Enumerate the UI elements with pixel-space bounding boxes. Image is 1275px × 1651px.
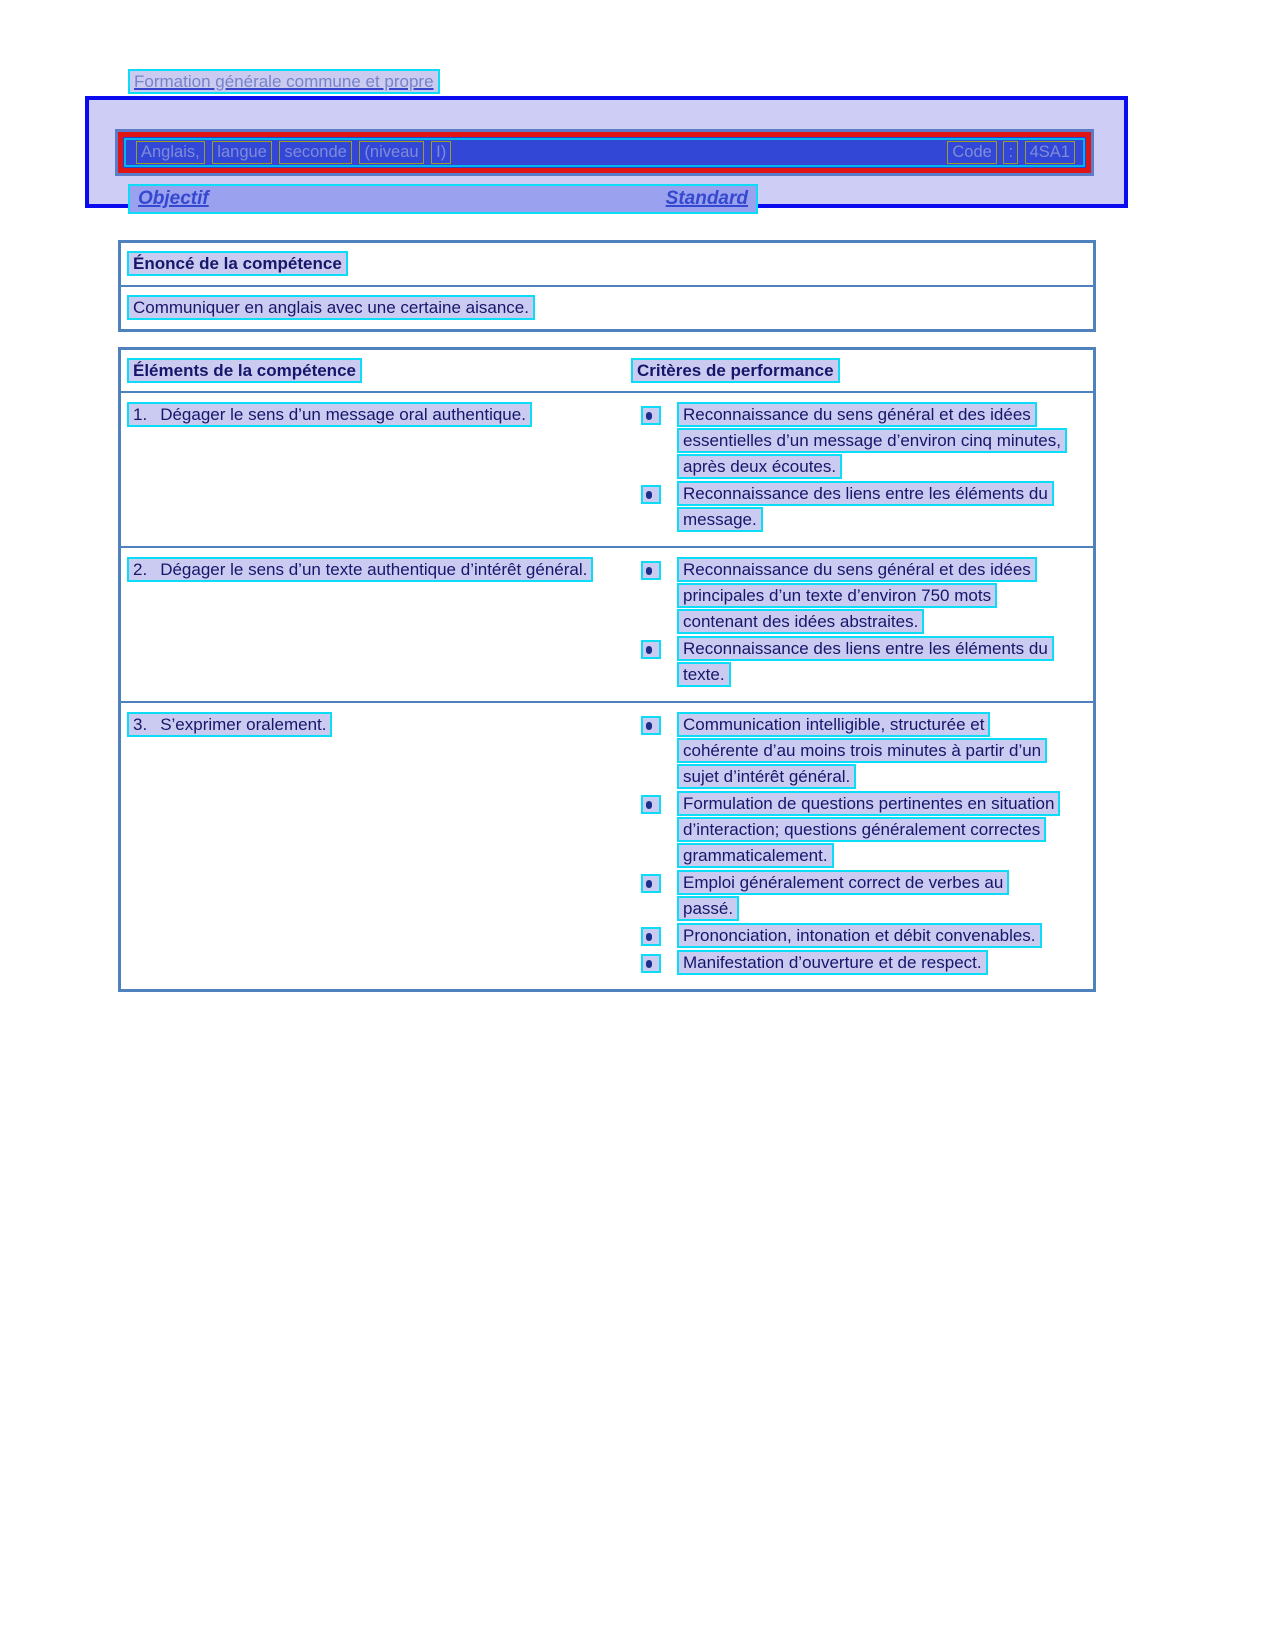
title-word: langue: [212, 141, 272, 164]
breadcrumb-row: [0, 0, 1275, 94]
breadcrumb[interactable]: Formation générale commune et propre: [128, 69, 440, 94]
title-word: Anglais,: [136, 141, 205, 164]
critere-text: Manifestation d’ouverture et de respect.: [677, 950, 988, 975]
critere-item: [631, 557, 1083, 635]
col1-header-cell: [121, 350, 626, 391]
course-title: [136, 141, 454, 164]
element-cell: [121, 703, 626, 989]
critere-item: [631, 402, 1083, 480]
critere-item: [631, 950, 1083, 976]
course-code: [947, 141, 1077, 164]
standard-heading: Standard: [665, 188, 748, 209]
table-row: [121, 701, 1093, 989]
code-word: Code: [947, 141, 996, 164]
bullet-icon: [641, 927, 661, 946]
bullet-icon: [641, 485, 661, 504]
enonce-table: [118, 240, 1096, 332]
critere-item: [631, 791, 1083, 869]
course-title-line: [124, 138, 1085, 167]
objectif-standard-row: [128, 184, 758, 214]
bullet-icon: [641, 954, 661, 973]
element-text: 3. S’exprimer oralement.: [127, 712, 332, 737]
course-title-bar: [118, 132, 1091, 173]
critere-text: Prononciation, intonation et débit convenables.: [677, 923, 1042, 948]
competence-header-row: [121, 350, 1093, 391]
course-title-band: [115, 129, 1094, 176]
title-word: (niveau: [359, 141, 423, 164]
title-word: I): [431, 141, 451, 164]
enonce-header-row: [121, 243, 1093, 285]
bullet-icon: [641, 716, 661, 735]
element-cell: [121, 548, 626, 701]
enonce-statement-row: [121, 285, 1093, 329]
critere-text: Communication intelligible, structurée et cohérente d’au moins trois minutes à partir d’un sujet d’intérêt général.: [677, 712, 1047, 789]
criteres-cell: [626, 703, 1093, 989]
enonce-header: Énoncé de la compétence: [127, 251, 348, 276]
bullet-icon: [641, 561, 661, 580]
critere-text: Reconnaissance du sens général et des idées principales d’un texte d’environ 750 mots contenant des idées abstraites.: [677, 557, 1037, 634]
critere-item: [631, 481, 1083, 533]
table-row: [121, 546, 1093, 701]
enonce-statement: Communiquer en anglais avec une certaine aisance.: [127, 295, 535, 320]
bullet-icon: [641, 874, 661, 893]
competence-table: [118, 347, 1096, 992]
bullet-icon: [641, 406, 661, 425]
critere-text: Formulation de questions pertinentes en situation d’interaction; questions généralement correctes grammaticalement.: [677, 791, 1060, 868]
course-overview-box: [85, 96, 1128, 208]
criteres-cell: [626, 548, 1093, 701]
col1-header: Éléments de la compétence: [127, 358, 362, 383]
code-word: 4SA1: [1025, 141, 1075, 164]
element-text: 2. Dégager le sens d’un texte authentique d’intérêt général.: [127, 557, 593, 582]
title-word: seconde: [279, 141, 351, 164]
critere-item: [631, 870, 1083, 922]
objectif-heading: Objectif: [138, 188, 209, 209]
critere-item: [631, 636, 1083, 688]
critere-text: Reconnaissance du sens général et des idées essentielles d’un message d’environ cinq minutes, après deux écoutes.: [677, 402, 1067, 479]
table-row: [121, 391, 1093, 546]
criteres-cell: [626, 393, 1093, 546]
critere-text: Emploi généralement correct de verbes au passé.: [677, 870, 1009, 921]
element-cell: [121, 393, 626, 546]
col2-header: Critères de performance: [631, 358, 840, 383]
critere-item: [631, 712, 1083, 790]
critere-text: Reconnaissance des liens entre les éléments du message.: [677, 481, 1054, 532]
code-word: :: [1003, 141, 1018, 164]
critere-item: [631, 923, 1083, 949]
critere-text: Reconnaissance des liens entre les éléments du texte.: [677, 636, 1054, 687]
bullet-icon: [641, 640, 661, 659]
element-text: 1. Dégager le sens d’un message oral authentique.: [127, 402, 532, 427]
bullet-icon: [641, 795, 661, 814]
col2-header-cell: [626, 350, 1093, 391]
